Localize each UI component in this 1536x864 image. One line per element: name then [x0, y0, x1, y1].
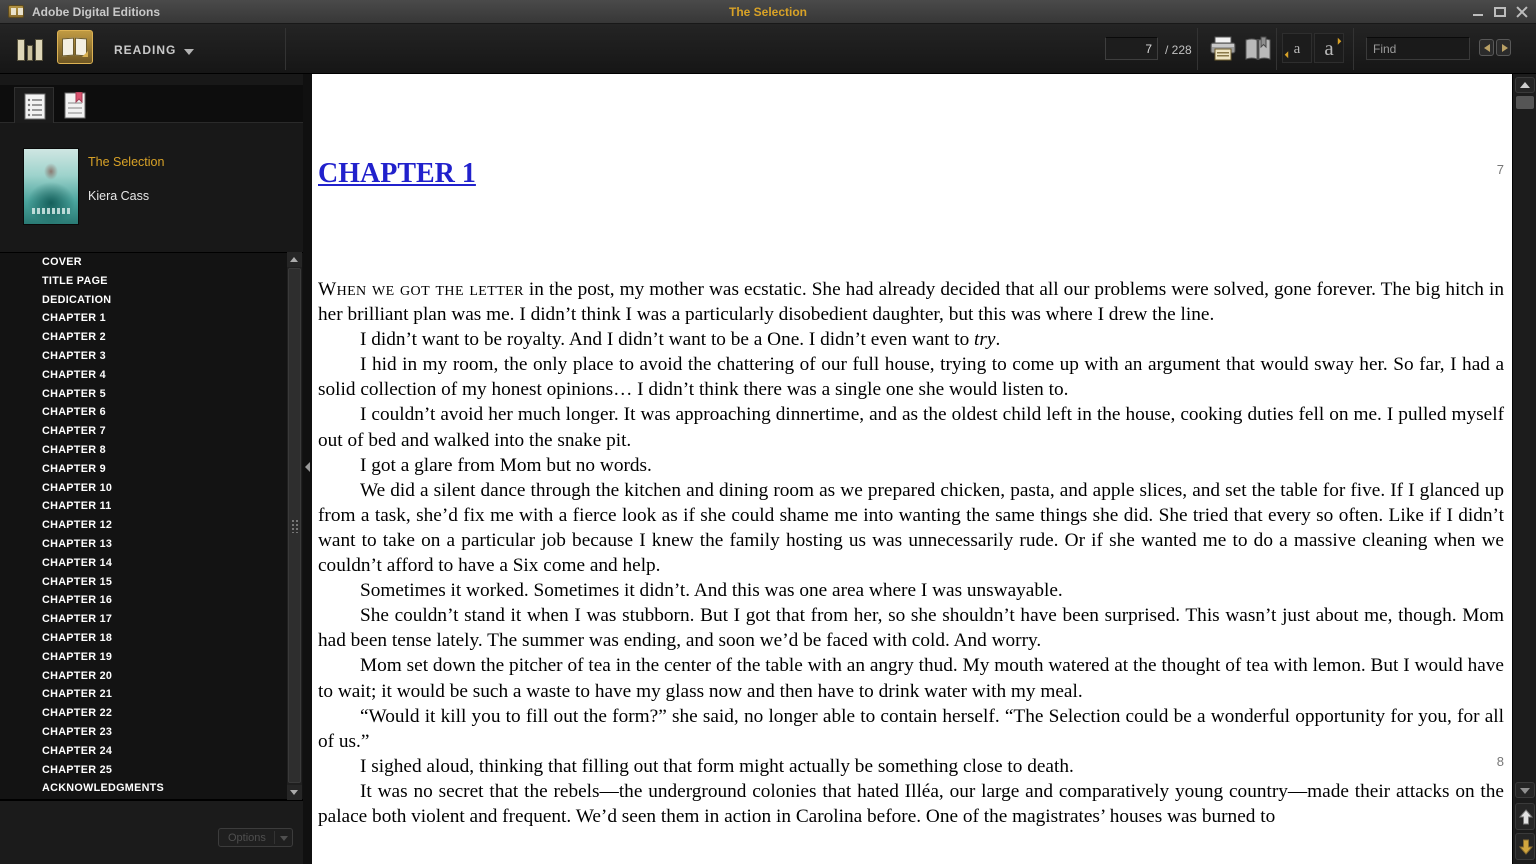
printer-icon [1208, 35, 1238, 63]
toc-item[interactable]: CHAPTER 21 [42, 688, 113, 701]
sidebar-scrollbar[interactable] [287, 252, 302, 800]
toc-item[interactable]: CHAPTER 13 [42, 537, 113, 550]
window-document-title: The Selection [728, 4, 808, 19]
toc-item[interactable]: CHAPTER 25 [42, 763, 113, 776]
scroll-up-icon[interactable] [287, 252, 302, 267]
page-scrollbar-thumb[interactable] [1516, 96, 1534, 109]
maximize-icon[interactable] [1494, 7, 1506, 17]
toc-item[interactable]: CHAPTER 7 [42, 425, 106, 438]
sidebar-tabbar [0, 85, 303, 123]
page-total-label: / 228 [1165, 43, 1192, 57]
toc-item[interactable]: CHAPTER 18 [42, 631, 113, 644]
toc-item[interactable]: CHAPTER 22 [42, 707, 113, 720]
toc-item[interactable]: CHAPTER 9 [42, 462, 106, 475]
view-mode-label[interactable]: READING [114, 43, 177, 57]
sidebar-footer [0, 800, 303, 864]
next-page-button[interactable] [1515, 833, 1535, 860]
paragraph: When we got the letter in the post, my mother was ecstatic. She had already decided that all our problems were solved, gone forever. The big hitch in her brilliant plan was me. I didn’t think I was a particularly disobedient daughter, but this was where I drew the line. [318, 279, 1504, 326]
page-number-input[interactable] [1105, 37, 1158, 60]
increase-font-size-button[interactable]: a [1314, 33, 1344, 63]
toolbar-separator [285, 28, 286, 70]
book-title: The Selection [88, 155, 165, 169]
paragraph: I got a glare from Mom but no words. [360, 454, 652, 476]
toc-item[interactable]: CHAPTER 11 [42, 500, 112, 513]
decrease-font-size-button[interactable]: a [1282, 33, 1312, 63]
toolbar-separator [1197, 28, 1198, 70]
toc-item[interactable]: CHAPTER 10 [42, 481, 113, 494]
bookmark-button[interactable] [1243, 35, 1273, 63]
tab-bookmarks[interactable] [55, 87, 95, 123]
toolbar [0, 24, 1536, 74]
reading-view-button[interactable] [57, 30, 93, 64]
find-input[interactable] [1366, 37, 1470, 60]
bookmark-page-icon [64, 92, 86, 119]
chapter-heading-link[interactable]: CHAPTER 1 [318, 158, 476, 189]
paragraph: I didn’t want to be royalty. And I didn’t want to be a One. I didn’t even want to try. [360, 329, 1001, 351]
toc-item[interactable]: ACKNOWLEDGMENTS [42, 782, 165, 795]
open-book-icon [62, 38, 74, 57]
paragraph: Sometimes it worked. Sometimes it didn’t. And this was one area where I was unswayable. [360, 580, 1063, 602]
toolbar-separator [1276, 28, 1277, 70]
collapse-arrow-icon [305, 462, 310, 472]
library-icon [17, 39, 25, 61]
paragraph: I sighed aloud, thinking that filling out that form might actually be something close to death. [360, 755, 1074, 777]
tab-table-of-contents[interactable] [14, 87, 54, 123]
scroll-down-icon[interactable] [287, 785, 302, 800]
paragraph: “Would it kill you to fill out the form?” she said, no longer able to contain herself. “The Selection could be a wonderful opportunity for you, for all of us.” [318, 705, 1504, 752]
sidebar-splitter[interactable] [303, 74, 312, 864]
print-button[interactable] [1208, 35, 1238, 63]
page-text [318, 277, 1504, 829]
scroll-down-icon [1520, 788, 1530, 794]
increase-arrow-icon [1331, 34, 1342, 45]
find-previous-button[interactable] [1479, 39, 1494, 56]
options-label: Options [228, 832, 266, 844]
toc-item[interactable]: CHAPTER 24 [42, 744, 113, 757]
minimize-icon[interactable] [1472, 7, 1484, 17]
page-number-top: 7 [1496, 162, 1504, 177]
toc-item[interactable]: CHAPTER 19 [42, 650, 113, 663]
paragraph: It was no secret that the rebels—the underground colonies that hated Illéa, our large and comparatively young country—made their attacks on the palace both violent and frequent. We’d seen them in action in Carolina before. One of the magistrates’ houses was burned to [318, 780, 1504, 827]
paragraph: She couldn’t stand it when I was stubborn. But I got that from her, so she shouldn’t have been surprised. This wasn’t just about me, though. Mom had been tense lately. The summer was ending, and soon we’d be faced with cold. And worry. [318, 605, 1504, 652]
toc-item[interactable]: CHAPTER 1 [42, 312, 106, 325]
toc-item[interactable]: CHAPTER 4 [42, 368, 106, 381]
toc-item[interactable]: CHAPTER 15 [42, 575, 113, 588]
close-icon[interactable] [1516, 7, 1528, 17]
toc-item[interactable]: CHAPTER 14 [42, 556, 113, 569]
toc-item[interactable]: TITLE PAGE [42, 274, 108, 287]
page-scrollbar[interactable] [1512, 74, 1536, 864]
toc-list-icon [24, 93, 46, 120]
scroll-down-button[interactable] [1515, 782, 1535, 798]
book-cover-thumbnail [23, 148, 79, 225]
toc-item[interactable]: CHAPTER 6 [42, 406, 106, 419]
toc-item[interactable]: COVER [42, 256, 82, 268]
page-number-bottom: 8 [1496, 754, 1504, 769]
options-button[interactable] [218, 828, 293, 847]
scroll-up-icon [1520, 82, 1530, 88]
book-bookmark-icon [1243, 35, 1273, 63]
previous-page-button[interactable] [1515, 803, 1535, 830]
arrow-right-icon [1502, 44, 1508, 52]
paragraph: I couldn’t avoid her much longer. It was approaching dinnertime, and as the oldest child left in the house, cooking duties fell on me. I pulled myself out of bed and walked into the snake pit. [318, 404, 1504, 451]
toc-list [0, 252, 303, 800]
toc-item[interactable]: CHAPTER 8 [42, 443, 106, 456]
toc-item[interactable]: DEDICATION [42, 293, 112, 306]
app-title: Adobe Digital Editions [32, 4, 160, 19]
decrease-arrow-icon [1285, 51, 1296, 62]
titlebar [0, 0, 1536, 24]
toc-item[interactable]: CHAPTER 17 [42, 613, 113, 626]
toc-item[interactable]: CHAPTER 3 [42, 349, 106, 362]
paragraph: Mom set down the pitcher of tea in the center of the table with an angry thud. My mouth watered at the thought of tea with lemon. But I would have to wait; it would be such a waste to have my glass now and then have to drink water with my meal. [318, 655, 1504, 702]
toc-item[interactable]: CHAPTER 16 [42, 594, 113, 607]
page-down-arrow-icon [1519, 839, 1533, 855]
toc-item[interactable]: CHAPTER 5 [42, 387, 106, 400]
library-view-button[interactable] [14, 34, 50, 64]
arrow-left-icon [1484, 44, 1490, 52]
scroll-up-button[interactable] [1515, 77, 1535, 93]
chevron-down-icon[interactable] [184, 49, 194, 55]
toc-item[interactable]: CHAPTER 20 [42, 669, 113, 682]
toolbar-separator [1353, 28, 1354, 70]
sidebar-scrollbar-thumb[interactable] [288, 268, 301, 783]
toc-item[interactable]: CHAPTER 23 [42, 725, 113, 738]
app-logo-icon [8, 5, 24, 18]
book-author: Kiera Cass [88, 189, 150, 203]
window-controls [1472, 0, 1528, 24]
collapse-sidebar-handle[interactable] [304, 458, 311, 476]
find-next-button[interactable] [1496, 39, 1511, 56]
paragraph: We did a silent dance through the kitchen and dining room as we prepared chicken, pasta, and apple slices, and set the table for five. If I glanced up from a task, she’d fix me with a fierce look as if she could shame me into wanting the same things she did. She tried that every so often. Like if I didn’t want to take on a particular job because I knew the family hosting us was unnecessarily rude. Or if she wanted me to do a massive cleaning when we couldn’t afford to have a Six come and help. [318, 479, 1504, 577]
toc-item[interactable]: CHAPTER 12 [42, 519, 113, 532]
reading-pane [312, 74, 1512, 864]
grip-dots-icon [291, 519, 300, 533]
chevron-down-icon [280, 836, 288, 841]
toc-item[interactable]: CHAPTER 2 [42, 331, 106, 344]
sidebar [0, 74, 303, 864]
paragraph: I hid in my room, the only place to avoid the chattering of our full house, trying to come up with an argument that would sway her. So far, I had a solid collection of my honest opinions… I didn’t think there was a single one she would listen to. [318, 354, 1504, 401]
page-up-arrow-icon [1519, 809, 1533, 825]
